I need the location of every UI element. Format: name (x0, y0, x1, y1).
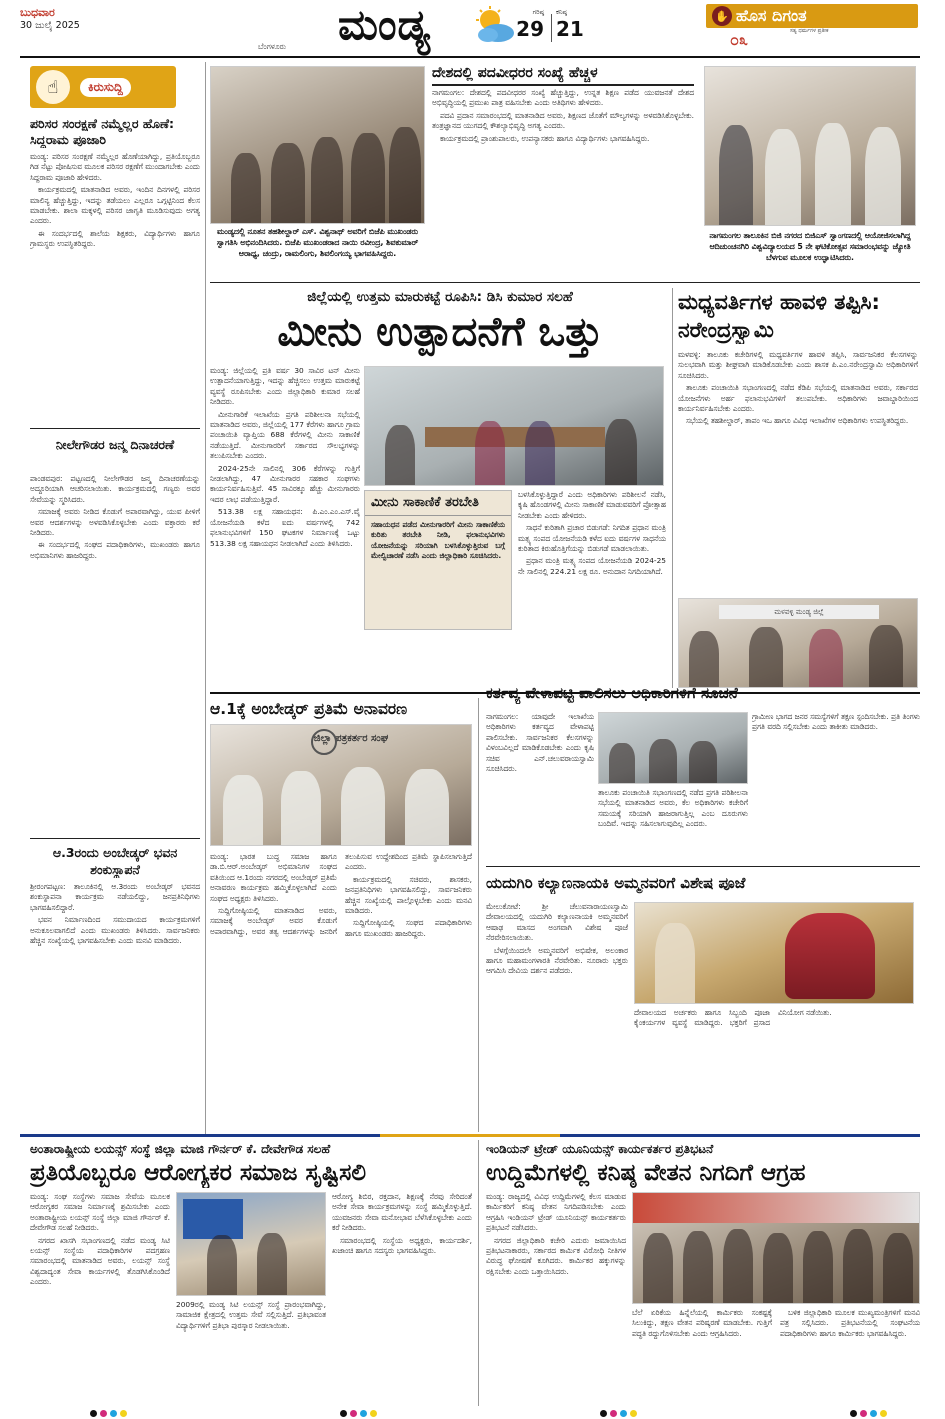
story-body (30, 1192, 170, 1406)
brand-name: ಹೊಸ ದಿಗಂತ (736, 6, 807, 25)
story-body (486, 712, 594, 860)
paragraph: ಕಾರ್ಯಕ್ರಮದಲ್ಲಿ ಸಚಿವರು, ಶಾಸಕರು, ಜನಪ್ರತಿನಿಧಿಗಳು ಭಾಗವಹಿಸಲಿದ್ದು, ಸಾರ್ವಜನಿಕರು ಹೆಚ್ಚಿನ ಸಂಖ್ಯೆಯಲ್ಲಿ ಪಾಲ್ಗೊಳ್ಳಬೇಕು ಎಂದು ಮನವಿ ಮಾಡಿದರು. (345, 874, 472, 916)
temp-max-label: ಗರಿಷ್ಠ (532, 8, 544, 16)
story-body (176, 1300, 326, 1406)
paragraph: ನಗರದ ಖಾಸಗಿ ಸಭಾಂಗಣದಲ್ಲಿ ನಡೆದ ಮಂಡ್ಯ ಸಿಟಿ ಲಯನ್ಸ್ ಸಂಸ್ಥೆಯ ಪದಾಧಿಕಾರಿಗಳ ಪದಗ್ರಹಣ ಸಮಾರಂಭದಲ್ಲಿ ಮಾತನಾಡಿದ ಅವರು, ಲಯನ್ಸ್ ಸಂಸ್ಥೆ ವಿಶ್ವದಾದ್ಯಂತ ಸೇವಾ ಕಾರ್ಯಗಳಲ್ಲಿ ತೊಡಗಿಸಿಕೊಂಡಿದೆ ಎಂದರು. (30, 1235, 170, 1287)
paragraph: ಬೆಲೆ ಏರಿಕೆಯ ಹಿನ್ನೆಲೆಯಲ್ಲಿ ಕಾರ್ಮಿಕರು ಸಂಕಷ್ಟಕ್ಕೆ ಸಿಲುಕಿದ್ದು, ತಕ್ಷಣ ವೇತನ ಪರಿಷ್ಕರಣೆ ಮಾಡಬೇಕು. ಗುತ್ತಿಗೆ ಪದ್ಧತಿ ರದ್ದುಗೊಳಿಸಬೇಕು ಎಂದು ಆಗ್ರಹಿಸಿದರು. (632, 1308, 772, 1338)
temp-max (502, 8, 548, 44)
story-body (30, 152, 200, 422)
paragraph: ಶ್ರೀರಂಗಪಟ್ಟಣ: ತಾಲೂಕಿನಲ್ಲಿ ಆ.3ರಂದು ಅಂಬೇಡ್ಕರ್ ಭವನದ ಶಂಕುಸ್ಥಾಪನಾ ಕಾರ್ಯಕ್ರಮ ನಡೆಯಲಿದ್ದು, ಜನಪ್ರತಿನಿಧಿಗಳು ಭಾಗವಹಿಸಲಿದ್ದಾರೆ. (30, 882, 200, 912)
paragraph: ಪದವಿ ಪ್ರದಾನ ಸಮಾರಂಭದಲ್ಲಿ ಮಾತನಾಡಿದ ಅವರು, ಶಿಕ್ಷಣದ ಜೊತೆಗೆ ಮೌಲ್ಯಗಳನ್ನು ಅಳವಡಿಸಿಕೊಳ್ಳಬೇಕು. ತಂತ್ರಜ್ಞಾನದ ಯುಗದಲ್ಲಿ ಕೌಶಲ್ಯಾಭಿವೃದ್ಧಿ ಅಗತ್ಯ ಎಂದರು. (432, 110, 694, 131)
paragraph: ಮೀನುಗಾರಿಕೆ ಇಲಾಖೆಯ ಪ್ರಗತಿ ಪರಿಶೀಲನಾ ಸಭೆಯಲ್ಲಿ ಮಾತನಾಡಿದ ಅವರು, ಜಿಲ್ಲೆಯಲ್ಲಿ 177 ಕೆರೆಗಳು ಹಾಗೂ ಗ್ರಾಮ ಪಂಚಾಯಿತಿ ವ್ಯಾಪ್ತಿಯ 688 ಕೆರೆಗಳಲ್ಲಿ ಮೀನು ಸಾಕಾಣಿಕೆ ನಡೆಯುತ್ತಿದೆ. ಮೀನುಗಾರರಿಗೆ ಸರ್ಕಾರದ ಸೌಲಭ್ಯಗಳನ್ನು ತಲುಪಿಸಬೇಕು ಎಂದರು. (210, 409, 360, 461)
story-headline: ಪರಿಸರ ಸಂರಕ್ಷಣೆ ನಮ್ಮೆಲ್ಲರ ಹೊಣೆ: ಸಿದ್ದರಾಮ ಪೂಜಾರಿ (30, 116, 175, 147)
paragraph: ಈ ಸಂದರ್ಭದಲ್ಲಿ ಶಾಲೆಯ ಶಿಕ್ಷಕರು, ವಿದ್ಯಾರ್ಥಿಗಳು ಹಾಗೂ ಗ್ರಾಮಸ್ಥರು ಉಪಸ್ಥಿತರಿದ್ದರು. (30, 228, 200, 249)
story-headline: ಉದ್ದಿಮೆಗಳಲ್ಲಿ ಕನಿಷ್ಠ ವೇತನ ನಿಗದಿಗೆ ಆಗ್ರಹ (486, 1160, 806, 1186)
registration-dot (110, 1410, 117, 1417)
paragraph: ನಗರದ ಜಿಲ್ಲಾಧಿಕಾರಿ ಕಚೇರಿ ಎದುರು ಜಮಾಯಿಸಿದ ಪ್ರತಿಭಟನಾಕಾರರು, ಸರ್ಕಾರದ ಕಾರ್ಮಿಕ ವಿರೋಧಿ ನೀತಿಗಳ ವಿರುದ್ಧ ಘೋಷಣೆ ಕೂಗಿದರು. ಕಾರ್ಮಿಕರ ಹಕ್ಕುಗಳನ್ನು ರಕ್ಷಿಸಬೇಕು ಎಂದು ಒತ್ತಾಯಿಸಿದರು. (486, 1235, 626, 1276)
brand-logo-icon: ✋ (712, 6, 732, 26)
story-headline: ದೇಶದಲ್ಲಿ ಪದವೀಧರರ ಸಂಖ್ಯೆ ಹೆಚ್ಚಳ (432, 62, 694, 86)
temp-min-label: ಕನಿಷ್ಠ (556, 8, 567, 16)
news-photo (176, 1192, 326, 1296)
date-label: 30 ಜುಲೈ 2025 (20, 20, 80, 31)
paragraph: ಪ್ರಧಾನ ಮಂತ್ರಿ ಮತ್ಸ್ಯ ಸಂಪದ ಯೋಜನೆಯಡಿ 2024-25 ನೇ ಸಾಲಿನಲ್ಲಿ 224.21 ಲಕ್ಷ ರೂ. ಅನುದಾನ ನಿಗದಿಯಾಗಿದೆ. (518, 556, 666, 576)
paragraph: ಮಂಡ್ಯ: ಜಿಲ್ಲೆಯಲ್ಲಿ ಪ್ರತಿ ವರ್ಷ 30 ಸಾವಿರ ಟನ್ ಮೀನು ಉತ್ಪಾದನೆಯಾಗುತ್ತಿದ್ದು, ಇದನ್ನು ಹೆಚ್ಚಿಸಲು ಉತ್ತಮ ಮಾರುಕಟ್ಟೆ ವ್ಯವಸ್ಥೆ ರೂಪಿಸಬೇಕು ಎಂದು ಜಿಲ್ಲಾಧಿಕಾರಿ ಕುಮಾರ ಸಲಹೆ ನೀಡಿದರು. (210, 366, 360, 407)
story-body (210, 366, 360, 691)
paragraph: ಈ ಸಂದರ್ಭದಲ್ಲಿ ಸಂಘದ ಪದಾಧಿಕಾರಿಗಳು, ಮುಖಂಡರು ಹಾಗೂ ಅಭಿಮಾನಿಗಳು ಹಾಜರಿದ್ದರು. (30, 540, 200, 560)
registration-dot (870, 1410, 877, 1417)
story-headline: ಮೀನು ಉತ್ಪಾದನೆಗೆ ಒತ್ತು (277, 308, 603, 355)
registration-dot (600, 1410, 607, 1417)
paragraph: ಆರೋಗ್ಯ ಶಿಬಿರ, ರಕ್ತದಾನ, ಶಿಕ್ಷಣಕ್ಕೆ ನೆರವು ಸೇರಿದಂತೆ ಅನೇಕ ಸೇವಾ ಕಾರ್ಯಕ್ರಮಗಳನ್ನು ಸಂಸ್ಥೆ ಹಮ್ಮಿಕೊಳ್ಳುತ್ತಿದೆ. ಯುವಜನರು ಸೇವಾ ಮನೋಭಾವ ಬೆಳೆಸಿಕೊಳ್ಳಬೇಕು ಎಂದು ಕರೆ ನೀಡಿದರು. (332, 1192, 472, 1233)
paragraph: ಪಾಂಡವಪುರ: ಪಟ್ಟಣದಲ್ಲಿ ನೀಲೇಗೌಡರ ಜನ್ಮ ದಿನಾಚರಣೆಯನ್ನು ಅದ್ದೂರಿಯಾಗಿ ಆಚರಿಸಲಾಯಿತು. ಕಾರ್ಯಕ್ರಮದಲ್ಲಿ ಗಣ್ಯರು ಅವರ ಸೇವೆಯನ್ನು ಸ್ಮರಿಸಿದರು. (30, 474, 200, 504)
paragraph: ಭವನ ನಿರ್ಮಾಣದಿಂದ ಸಮುದಾಯದ ಕಾರ್ಯಕ್ರಮಗಳಿಗೆ ಅನುಕೂಲವಾಗಲಿದೆ ಎಂದು ಮುಖಂಡರು ತಿಳಿಸಿದರು. ಸಾರ್ವಜನಿಕರು ಹೆಚ್ಚಿನ ಸಂಖ್ಯೆಯಲ್ಲಿ ಭಾಗವಹಿಸಬೇಕು ಎಂದು ಮನವಿ ಮಾಡಿದರು. (30, 915, 200, 946)
paragraph: 2009ರಲ್ಲಿ ಮಂಡ್ಯ ಸಿಟಿ ಲಯನ್ಸ್ ಸಂಸ್ಥೆ ಪ್ರಾರಂಭವಾಗಿದ್ದು, ಸಾಮಾಜಿಕ ಕ್ಷೇತ್ರದಲ್ಲಿ ಉತ್ತಮ ಸೇವೆ ಸಲ್ಲಿಸುತ್ತಿದೆ. ಪ್ರತಿಭಾವಂತ ವಿದ್ಯಾರ್ಥಿಗಳಿಗೆ ಪ್ರತಿಭಾ ಪುರಸ್ಕಾರ ನೀಡಲಾಯಿತು. (176, 1300, 326, 1330)
paragraph: ಬಳಸಿಕೊಳ್ಳುತ್ತಿದ್ದಾರೆ ಎಂದು ಅಧಿಕಾರಿಗಳು ಪರಿಶೀಲನೆ ನಡೆಸಿ, ಕೃಷಿ ಹೊಂಡಗಳಲ್ಲಿ ಮೀನು ಸಾಕಾಣಿಕೆ ಮಾಡುವವರಿಗೆ ಪ್ರೋತ್ಸಾಹ ನೀಡಬೇಕು ಎಂದು ಹೇಳಿದರು. (518, 490, 666, 520)
brand-tagline: ಸತ್ಯ ಧರ್ಮಗಳ ಪ್ರತೀಕ (790, 28, 829, 34)
photo-banner: ಜಿಲ್ಲಾ ಪತ್ರಕರ್ತರ ಸಂಘ (313, 733, 389, 744)
inset-body: ಸಹಾಯಧನ ಪಡೆದ ಮೀನುಗಾರರಿಗೆ ಮೀನು ಸಾಕಾಣಿಕೆಯ ಕುರಿತು ತರಬೇತಿ ನೀಡಿ, ಫಲಾನುಭವಿಗಳು ಯೋಜನೆಯನ್ನು ಸರಿಯಾಗಿ ಬಳಸಿಕೊಳ್ಳುತ್ತಿರುವ ಬಗ್ಗೆ ಮೇಲ್ವಿಚಾರಣೆ ನಡೆಸಿ ಎಂದು ಜಿಲ್ಲಾಧಿಕಾರಿ ಸೂಚಿಸಿದರು. (371, 520, 505, 561)
story-kicker: ಜಿಲ್ಲೆಯಲ್ಲಿ ಉತ್ತಮ ಮಾರುಕಟ್ಟೆ ರೂಪಿಸಿ: ಡಿಸಿ ಕುಮಾರ ಸಲಹೆ (307, 289, 573, 305)
story-body (518, 490, 666, 690)
paragraph: ಮಂಡ್ಯ: ಭಾರತ ಬುದ್ಧ ಸಮಾಜ ಹಾಗೂ ಡಾ.ಬಿ.ಆರ್.ಅಂಬೇಡ್ಕರ್ ಅಭಿಮಾನಿಗಳ ಸಂಘದ ವತಿಯಿಂದ ಆ.1ರಂದು ನಗರದಲ್ಲಿ ಅಂಬೇಡ್ಕರ್ ಪ್ರತಿಮೆ ಅನಾವರಣ ಕಾರ್ಯಕ್ರಮ ಹಮ್ಮಿಕೊಳ್ಳಲಾಗಿದೆ ಎಂದು ಸಂಘದ ಅಧ್ಯಕ್ಷರು ತಿಳಿಸಿದರು. (210, 852, 337, 903)
story-body (752, 712, 920, 860)
story-headline: ಮಧ್ಯವರ್ತಿಗಳ ಹಾವಳಿ ತಪ್ಪಿಸಿ: ನರೇಂದ್ರಸ್ವಾಮಿ (678, 290, 880, 342)
photo-caption: ನಾಗಮಂಗಲ ತಾಲೂಕಿನ ಬಿಜಿ ನಗರದ ಬಿಜಿಎಸ್ ಸ್ವಾಂಗಣದಲ್ಲಿ ಆಯೋಜಿಸಲಾಗಿದ್ದ ಆದಿಚುಂಚನಗಿರಿ ವಿಶ್ವವಿದ್ಯಾಲಯದ 5 ನೇ ಘಟಿಕೋತ್ಸವ ಸಮಾರಂಭವನ್ನು ಜ್ಯೋತಿ ಬೆಳಗುವ ಮೂಲಕ ಉದ್ಘಾಟಿಸಿದರು. (709, 231, 911, 262)
story-body (598, 788, 748, 858)
photo-caption: ಮಂಡ್ಯದಲ್ಲಿ ನೂತನ ತಹಶೀಲ್ದಾರ್ ಎಸ್. ವಿಶ್ವನಾಥ್ ಅವರಿಗೆ ಬಿಜೆಪಿ ಮುಖಂಡರು ಸ್ವಾಗತಿಸಿ ಅಭಿನಂದಿಸಿದರು. ಬಿಜೆಪಿ ಮುಖಂಡರಾದ ನಾಯಿ ರವೀಂದ್ರ, ಶಿವಕುಮಾರ್ ಆರಾಧ್ಯ, ಚಂದ್ರು, ರಾಮಲಿಂಗು, ಶಿವಲಿಂಗಯ್ಯ ಭಾಗವಹಿಸಿದ್ದರು. (216, 227, 419, 258)
temp-max-value: 29 (516, 17, 544, 41)
news-photo (598, 712, 748, 784)
paragraph: ಸುದ್ದಿಗೋಷ್ಠಿಯಲ್ಲಿ ಸಂಘದ ಪದಾಧಿಕಾರಿಗಳು ಹಾಗೂ ಮುಖಂಡರು ಹಾಜರಿದ್ದರು. (345, 918, 472, 938)
paragraph: ಮಂಡ್ಯ: ರಾಜ್ಯದಲ್ಲಿ ವಿವಿಧ ಉದ್ದಿಮೆಗಳಲ್ಲಿ ಕೆಲಸ ಮಾಡುವ ಕಾರ್ಮಿಕರಿಗೆ ಕನಿಷ್ಠ ವೇತನ ನಿಗದಿಪಡಿಸಬೇಕು ಎಂದು ಆಗ್ರಹಿಸಿ ಇಂಡಿಯನ್ ಟ್ರೇಡ್ ಯೂನಿಯನ್ಸ್ ಕಾರ್ಯಕರ್ತರು ಪ್ರತಿಭಟನೆ ನಡೆಸಿದರು. (486, 1192, 626, 1233)
paragraph: ಸುದ್ದಿಗೋಷ್ಠಿಯಲ್ಲಿ ಮಾತನಾಡಿದ ಅವರು, ಸಮಾಜಕ್ಕೆ ಅಂಬೇಡ್ಕರ್ ಅವರ ಕೊಡುಗೆ ಅಪಾರವಾಗಿದ್ದು, ಅವರ ತತ್ವ ಆದರ್ಶಗಳನ್ನು ಜನರಿಗೆ ತಲುಪಿಸುವ ಉದ್ದೇಶದಿಂದ ಪ್ರತಿಮೆ ಸ್ಥಾಪಿಸಲಾಗುತ್ತಿದೆ ಎಂದರು. (210, 852, 472, 936)
story-kicker: ಅಂತಾರಾಷ್ಟ್ರೀಯ ಲಯನ್ಸ್ ಸಂಸ್ಥೆ ಜಿಲ್ಲಾ ಮಾಜಿ ಗೌರ್ನರ್ ಕೆ. ದೇವೇಗೌಡ ಸಲಹೆ (30, 1142, 331, 1156)
registration-dot (860, 1410, 867, 1417)
registration-dot (120, 1410, 127, 1417)
story-headline: ಪ್ರತಿಯೊಬ್ಬರೂ ಆರೋಗ್ಯಕರ ಸಮಾಜ ಸೃಷ್ಟಿಸಲಿ (30, 1160, 367, 1186)
story-body (332, 1192, 472, 1406)
story-body (634, 1008, 914, 1132)
registration-dot (610, 1410, 617, 1417)
registration-dot (90, 1410, 97, 1417)
page-title: ಮಂಡ್ಯ (338, 0, 432, 49)
inset-box (364, 490, 512, 630)
paragraph: ಸಾಧನೆ ಕುರಿತಾಗಿ ಪ್ರಚಾರ ಬಿಡುಗಡೆ: ನಿಗದಿತ ಪ್ರಧಾನ ಮಂತ್ರಿ ಮತ್ಸ್ಯ ಸಂಪದ ಯೋಜನೆಯಡಿ ಕಳೆದ ಐದು ವರ್ಷಗಳ ಸಾಧನೆಯ ಕುರಿತಾದ ಕಿರುಹೊತ್ತಿಗೆಯನ್ನು ಬಿಡುಗಡೆ ಮಾಡಲಾಯಿತು. (518, 523, 666, 554)
paragraph: ಗ್ರಾಮೀಣ ಭಾಗದ ಜನರ ಸಮಸ್ಯೆಗಳಿಗೆ ತಕ್ಷಣ ಸ್ಪಂದಿಸಬೇಕು. ಪ್ರತಿ ತಿಂಗಳು ಪ್ರಗತಿ ವರದಿ ಸಲ್ಲಿಸಬೇಕು ಎಂದು ತಾಕೀತು ಮಾಡಿದರು. (752, 712, 920, 732)
paragraph: ಬೆಳಗ್ಗೆಯಿಂದಲೇ ಅಮ್ಮನವರಿಗೆ ಅಭಿಷೇಕ, ಅಲಂಕಾರ ಹಾಗೂ ಮಹಾಮಂಗಳಾರತಿ ನೆರವೇರಿತು. ನೂರಾರು ಭಕ್ತರು ಆಗಮಿಸಿ ದೇವಿಯ ದರ್ಶನ ಪಡೆದರು. (486, 945, 628, 976)
edition-city: ಬೆಂಗಳೂರು (258, 42, 287, 51)
masthead-date-block (20, 6, 220, 46)
temp-min-value: 21 (556, 17, 584, 41)
story-body (30, 474, 200, 834)
news-photo (364, 366, 664, 486)
registration-dot (880, 1410, 887, 1417)
news-photo (210, 66, 425, 224)
paragraph: ಸಮಾರಂಭದಲ್ಲಿ ಸಂಸ್ಥೆಯ ಅಧ್ಯಕ್ಷರು, ಕಾರ್ಯದರ್ಶಿ, ಖಜಾಂಚಿ ಹಾಗೂ ಸದಸ್ಯರು ಭಾಗವಹಿಸಿದ್ದರು. (332, 1235, 472, 1256)
paragraph: ಮಂಡ್ಯ: ಸಂಘ ಸಂಸ್ಥೆಗಳು ಸಮಾಜ ಸೇವೆಯ ಮೂಲಕ ಆರೋಗ್ಯಕರ ಸಮಾಜ ನಿರ್ಮಾಣಕ್ಕೆ ಶ್ರಮಿಸಬೇಕು ಎಂದು ಅಂತಾರಾಷ್ಟ್ರೀಯ ಲಯನ್ಸ್ ಸಂಸ್ಥೆ ಜಿಲ್ಲಾ ಮಾಜಿ ಗೌರ್ನರ್ ಕೆ. ದೇವೇಗೌಡ ಸಲಹೆ ನೀಡಿದರು. (30, 1192, 170, 1233)
paragraph: ನಾಗಮಂಗಲ: ಯಾವುದೇ ಇಲಾಖೆಯ ಅಧಿಕಾರಿಗಳು ಕರ್ತವ್ಯದ ವೇಳಾಪಟ್ಟಿ ಪಾಲಿಸಬೇಕು. ಸಾರ್ವಜನಿಕರ ಕೆಲಸಗಳನ್ನು ವಿಳಂಬವಿಲ್ಲದೆ ಮಾಡಿಕೊಡಬೇಕು ಎಂದು ಕೃಷಿ ಸಚಿವ ಎನ್.ಚಲುವರಾಯಸ್ವಾಮಿ ಸೂಚಿಸಿದರು. (486, 712, 594, 774)
kiru-suddi-label: ಕಿರುಸುದ್ದಿ (80, 78, 131, 97)
paragraph: ಕಾರ್ಯಕ್ರಮದಲ್ಲಿ ಪ್ರಾಂಶುಪಾಲರು, ಉಪನ್ಯಾಸಕರು ಹಾಗೂ ವಿದ್ಯಾರ್ಥಿಗಳು ಭಾಗವಹಿಸಿದ್ದರು. (440, 133, 650, 143)
registration-dot (850, 1410, 857, 1417)
paragraph: ನಾಗಮಂಗಲ: ದೇಶದಲ್ಲಿ ಪದವೀಧರರ ಸಂಖ್ಯೆ ಹೆಚ್ಚುತ್ತಿದ್ದು, ಉನ್ನತ ಶಿಕ್ಷಣ ಪಡೆದ ಯುವಜನತೆ ದೇಶದ ಅಭಿವೃದ್ಧಿಯಲ್ಲಿ ಪ್ರಮುಖ ಪಾತ್ರ ವಹಿಸಬೇಕು ಎಂದು ಅತಿಥಿಗಳು ಹೇಳಿದರು. (432, 88, 694, 108)
news-photo (210, 724, 472, 846)
registration-dot (370, 1410, 377, 1417)
paragraph: ಮಂಡ್ಯ: ಪರಿಸರ ಸಂರಕ್ಷಣೆ ನಮ್ಮೆಲ್ಲರ ಹೊಣೆಯಾಗಿದ್ದು, ಪ್ರತಿಯೊಬ್ಬರೂ ಗಿಡ ನೆಟ್ಟು ಪೋಷಿಸುವ ಮೂಲಕ ಪರಿಸರ ರಕ್ಷಣೆಗೆ ಮುಂದಾಗಬೇಕು ಎಂದು ಸಿದ್ದರಾಮ ಪೂಜಾರಿ ಹೇಳಿದರು. (30, 152, 200, 182)
paragraph: ಕಾರ್ಯಕ್ರಮದಲ್ಲಿ ಮಾತನಾಡಿದ ಅವರು, ಇಂದಿನ ದಿನಗಳಲ್ಲಿ ಪರಿಸರ ಮಾಲಿನ್ಯ ಹೆಚ್ಚುತ್ತಿದ್ದು, ಇದನ್ನು ತಡೆಯಲು ಎಲ್ಲರೂ ಒಗ್ಗಟ್ಟಿನಿಂದ ಕೆಲಸ ಮಾಡಬೇಕು. ಶಾಲಾ ಮಕ್ಕಳಲ್ಲಿ ಪರಿಸರ ಜಾಗೃತಿ ಮೂಡಿಸುವುದು ಅಗತ್ಯ ಎಂದರು. (30, 185, 200, 226)
page-number: ೦೩ (730, 30, 748, 49)
news-photo (678, 598, 918, 688)
news-photo (634, 902, 914, 1004)
registration-dot (620, 1410, 627, 1417)
paragraph: ಮೇಲುಕೋಟೆ: ಶ್ರೀ ಚೆಲುವನಾರಾಯಣಸ್ವಾಮಿ ದೇವಾಲಯದಲ್ಲಿ ಯದುಗಿರಿ ಕಲ್ಯಾಣನಾಯಕಿ ಅಮ್ಮನವರಿಗೆ ಆಷಾಢ ಮಾಸದ ಅಂಗವಾಗಿ ವಿಶೇಷ ಪೂಜೆ ನೆರವೇರಿಸಲಾಯಿತು. (486, 902, 628, 943)
paragraph: ದೇವಾಲಯದ ಅರ್ಚಕರು ಹಾಗೂ ಸಿಬ್ಬಂದಿ ಪೂಜಾ ಕೈಂಕರ್ಯಗಳ ವ್ಯವಸ್ಥೆ ಮಾಡಿದ್ದರು. ಭಕ್ತರಿಗೆ ಪ್ರಸಾದ ವಿನಿಯೋಗ ನಡೆಯಿತು. (634, 1008, 832, 1028)
paragraph: ಬಳಿಕ ಜಿಲ್ಲಾಧಿಕಾರಿ ಮೂಲಕ ಮುಖ್ಯಮಂತ್ರಿಗಳಿಗೆ ಮನವಿ ಪತ್ರ ಸಲ್ಲಿಸಿದರು. ಪ್ರತಿಭಟನೆಯಲ್ಲಿ ಸಂಘಟನೆಯ ಪದಾಧಿಕಾರಿಗಳು ಹಾಗೂ ಕಾರ್ಮಿಕರು ಭಾಗವಹಿಸಿದ್ದರು. (780, 1308, 920, 1338)
inset-title: ಮೀನು ಸಾಕಾಣಿಕೆ ತರಬೇತಿ (365, 491, 511, 516)
story-headline: ನೀಲೇಗೌಡರ ಜನ್ಮ ದಿನಾಚರಣೆ (55, 437, 175, 452)
registration-dot (350, 1410, 357, 1417)
registration-dot (360, 1410, 367, 1417)
paragraph: ಸಭೆಯಲ್ಲಿ ತಹಶೀಲ್ದಾರ್, ತಾಪಂ ಇಒ ಹಾಗೂ ವಿವಿಧ ಇಲಾಖೆಗಳ ಅಧಿಕಾರಿಗಳು ಉಪಸ್ಥಿತರಿದ್ದರು. (686, 416, 909, 426)
story-body (486, 1192, 626, 1406)
photo-banner: ಮಳವಳ್ಳಿ ಮಂಡ್ಯ ಜಿಲ್ಲೆ (719, 605, 879, 619)
story-body (432, 88, 694, 278)
story-headline: ಆ.3ರಂದು ಅಂಬೇಡ್ಕರ್ ಭವನ ಶಂಕುಸ್ಥಾಪನೆ (52, 845, 178, 877)
registration-dot (100, 1410, 107, 1417)
paragraph: ತಾಲೂಕು ಪಂಚಾಯಿತಿ ಸಭಾಂಗಣದಲ್ಲಿ ನಡೆದ ಕೆಡಿಪಿ ಸಭೆಯಲ್ಲಿ ಮಾತನಾಡಿದ ಅವರು, ಸರ್ಕಾರದ ಯೋಜನೆಗಳು ಅರ್ಹ ಫಲಾನುಭವಿಗಳಿಗೆ ತಲುಪಬೇಕು. ಅಧಿಕಾರಿಗಳು ಜವಾಬ್ದಾರಿಯಿಂದ ಕಾರ್ಯನಿರ್ವಹಿಸಬೇಕು ಎಂದರು. (678, 383, 918, 414)
news-photo (704, 66, 916, 226)
temp-min (556, 8, 602, 44)
registration-dot (340, 1410, 347, 1417)
brand-banner (706, 4, 918, 28)
registration-dot (630, 1410, 637, 1417)
story-kicker: ಇಂಡಿಯನ್ ಟ್ರೇಡ್ ಯೂನಿಯನ್ಸ್ ಕಾರ್ಯಕರ್ತರ ಪ್ರತಿಭಟನೆ (486, 1142, 714, 1156)
paragraph: 2024-25ನೇ ಸಾಲಿನಲ್ಲಿ 306 ಕೆರೆಗಳನ್ನು ಗುತ್ತಿಗೆ ನೀಡಲಾಗಿದ್ದು, 47 ಮೀನುಗಾರರ ಸಹಕಾರ ಸಂಘಗಳು ಕಾರ್ಯನಿರ್ವಹಿಸುತ್ತಿವೆ. 45 ಸಾವಿರಕ್ಕೂ ಹೆಚ್ಚು ಮೀನುಗಾರರು ಇದರ ಲಾಭ ಪಡೆಯುತ್ತಿದ್ದಾರೆ. (210, 463, 360, 504)
story-body (486, 902, 628, 1132)
news-photo (632, 1192, 920, 1304)
paragraph: 513.38 ಲಕ್ಷ ಸಹಾಯಧನ: ಪಿ.ಎಂ.ಎಂ.ಎಸ್.ವೈ ಯೋಜನೆಯಡಿ ಕಳೆದ ಐದು ವರ್ಷಗಳಲ್ಲಿ 742 ಫಲಾನುಭವಿಗಳಿಗೆ 150 ಘಟಕಗಳ ನಿರ್ಮಾಣಕ್ಕೆ ಒಟ್ಟು 513.38 ಲಕ್ಷ ಸಹಾಯಧನ ನೀಡಲಾಗಿದೆ ಎಂದು ತಿಳಿಸಿದರು. (210, 507, 360, 548)
day-label: ಬುಧವಾರ (20, 6, 55, 19)
story-headline: ಯದುಗಿರಿ ಕಲ್ಯಾಣನಾಯಕಿ ಅಮ್ಮನವರಿಗೆ ವಿಶೇಷ ಪೂಜೆ (486, 874, 746, 892)
paragraph: ಸಮಾಜಕ್ಕೆ ಅವರು ನೀಡಿದ ಕೊಡುಗೆ ಅಪಾರವಾಗಿದ್ದು, ಯುವ ಪೀಳಿಗೆ ಅವರ ಆದರ್ಶಗಳನ್ನು ಅಳವಡಿಸಿಕೊಳ್ಳಬೇಕು ಎಂದು ವಕ್ತಾರರು ಕರೆ ನೀಡಿದರು. (30, 507, 200, 538)
story-headline: ಆ.1ಕ್ಕೆ ಅಂಬೇಡ್ಕರ್ ಪ್ರತಿಮೆ ಅನಾವರಣ (210, 700, 408, 718)
paragraph: ತಾಲೂಕು ಪಂಚಾಯಿತಿ ಸಭಾಂಗಣದಲ್ಲಿ ನಡೆದ ಪ್ರಗತಿ ಪರಿಶೀಲನಾ ಸಭೆಯಲ್ಲಿ ಮಾತನಾಡಿದ ಅವರು, ಕೆಲ ಅಧಿಕಾರಿಗಳು ಕಚೇರಿಗೆ ಸಮಯಕ್ಕೆ ಸರಿಯಾಗಿ ಹಾಜರಾಗುತ್ತಿಲ್ಲ ಎಂಬ ದೂರುಗಳು ಬಂದಿವೆ. ಇದನ್ನು ಸಹಿಸಲಾಗುವುದಿಲ್ಲ ಎಂದರು. (598, 788, 748, 829)
story-body (30, 882, 200, 1130)
hand-point-icon: ☝ (36, 70, 70, 104)
story-body (210, 852, 472, 1132)
story-body (632, 1308, 920, 1406)
story-headline: ಕರ್ತವ್ಯ ವೇಳಾಪಟ್ಟಿ ಪಾಲಿಸಲು ಅಧಿಕಾರಿಗಳಿಗೆ ಸೂಚನೆ (486, 684, 738, 702)
story-body (678, 350, 918, 592)
paragraph: ಮಳವಳ್ಳಿ: ತಾಲೂಕು ಕಚೇರಿಗಳಲ್ಲಿ ಮಧ್ಯವರ್ತಿಗಳ ಹಾವಳಿ ತಪ್ಪಿಸಿ, ಸಾರ್ವಜನಿಕರ ಕೆಲಸಗಳನ್ನು ಸುಲಭವಾಗಿ ಮತ್ತು ಶೀಘ್ರವಾಗಿ ಮಾಡಿಕೊಡಬೇಕು ಎಂದು ಶಾಸಕ ಪಿ.ಎಂ.ನರೇಂದ್ರಸ್ವಾಮಿ ಅಧಿಕಾರಿಗಳಿಗೆ ಸೂಚಿಸಿದರು. (678, 350, 918, 380)
